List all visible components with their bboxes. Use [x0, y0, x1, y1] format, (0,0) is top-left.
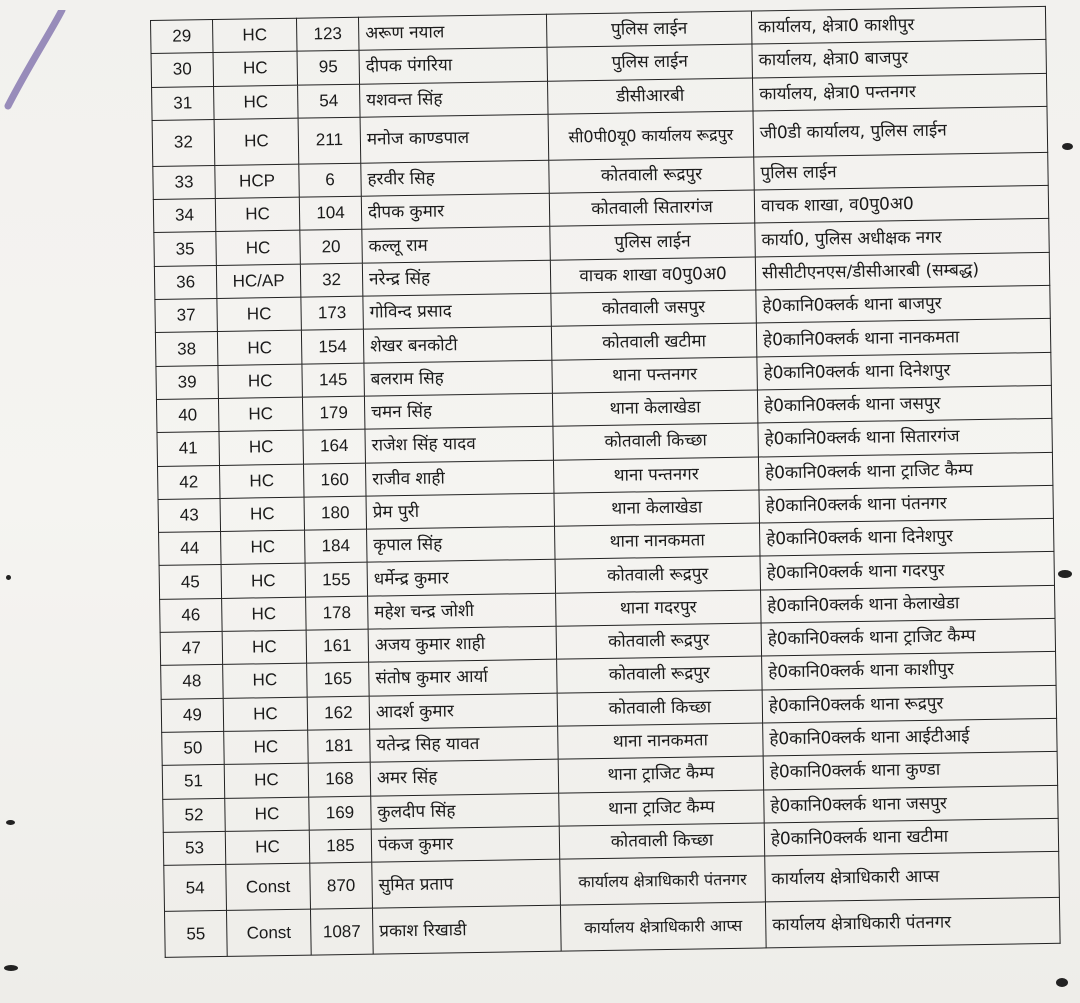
- rank-cell: HC: [224, 730, 309, 765]
- margin-dot: [4, 965, 18, 971]
- badge-number-cell: 180: [304, 496, 367, 530]
- current-posting-cell: थाना गदरपुर: [556, 590, 761, 627]
- serial-number-cell: 29: [151, 20, 214, 54]
- new-posting-cell: हे0कानि0क्लर्क थाना दिनेशपुर: [759, 519, 1053, 557]
- employee-name-cell: कुलदीप सिंह: [371, 793, 559, 829]
- margin-dot: [6, 575, 11, 580]
- rank-cell: HC: [213, 18, 298, 53]
- new-posting-cell: सीसीटीएनएस/डीसीआरबी (सम्बद्ध): [755, 252, 1049, 290]
- serial-number-cell: 49: [161, 698, 224, 732]
- employee-name-cell: अमर सिंह: [370, 759, 558, 795]
- transfer-table-wrapper: [150, 6, 1060, 1000]
- current-posting-cell: पुलिस लाईन: [547, 44, 752, 81]
- current-posting-cell: कोतवाली रूद्रपुर: [557, 656, 762, 693]
- new-posting-cell: कार्यालय, क्षेत्रा0 पन्तनगर: [752, 73, 1046, 111]
- rank-cell: HC: [223, 697, 308, 732]
- current-posting-cell: पुलिस लाईन: [550, 224, 755, 261]
- serial-number-cell: 47: [160, 631, 223, 665]
- new-posting-cell: हे0कानि0क्लर्क थाना आईटीआई: [763, 718, 1057, 756]
- new-posting-cell: हे0कानि0क्लर्क थाना ट्राजिट कैम्प: [758, 452, 1052, 490]
- new-posting-cell: हे0कानि0क्लर्क थाना ट्राजिट कैम्प: [761, 618, 1055, 656]
- serial-number-cell: 45: [159, 565, 222, 599]
- new-posting-cell: कार्यालय क्षेत्राधिकारी पंतनगर: [765, 897, 1060, 948]
- current-posting-cell: सी0पी0यू0 कार्यालय रूद्रपुर: [548, 111, 754, 160]
- rank-cell: HC: [215, 197, 300, 232]
- employee-name-cell: संतोष कुमार आर्या: [369, 660, 557, 696]
- employee-name-cell: हरवीर सिह: [361, 160, 549, 196]
- current-posting-cell: थाना नानकमता: [555, 523, 760, 560]
- badge-number-cell: 1087: [310, 908, 373, 955]
- employee-name-cell: गोविन्द प्रसाद: [363, 293, 551, 329]
- new-posting-cell: कार्यालय, क्षेत्रा0 बाजपुर: [752, 40, 1046, 78]
- badge-number-cell: 165: [307, 662, 370, 696]
- new-posting-cell: हे0कानि0क्लर्क थाना नानकमता: [756, 319, 1050, 357]
- employee-name-cell: कल्लू राम: [362, 227, 550, 263]
- rank-cell: HC: [214, 85, 299, 120]
- margin-dot: [1058, 570, 1072, 578]
- rank-cell: HC: [221, 530, 306, 565]
- serial-number-cell: 32: [152, 119, 215, 166]
- pen-stroke-mark: [0, 10, 74, 110]
- current-posting-cell: वाचक शाखा व0पु0अ0: [550, 257, 755, 294]
- new-posting-cell: हे0कानि0क्लर्क थाना जसपुर: [757, 385, 1051, 423]
- new-posting-cell: हे0कानि0क्लर्क थाना सितारगंज: [758, 419, 1052, 457]
- rank-cell: HC: [219, 464, 304, 499]
- current-posting-cell: थाना ट्राजिट कैम्प: [558, 756, 763, 793]
- employee-name-cell: शेखर बनकोटी: [363, 327, 551, 363]
- transfer-table: [150, 6, 1061, 958]
- new-posting-cell: कार्या0, पुलिस अधीक्षक नगर: [755, 219, 1049, 257]
- rank-cell: HC: [214, 118, 299, 165]
- serial-number-cell: 31: [152, 86, 215, 120]
- new-posting-cell: हे0कानि0क्लर्क थाना बाजपुर: [756, 285, 1050, 323]
- new-posting-cell: वाचक शाखा, व0पु0अ0: [754, 186, 1048, 224]
- employee-name-cell: दीपक पंगरिया: [359, 48, 547, 84]
- rank-cell: HC: [224, 763, 309, 798]
- employee-name-cell: चमन सिंह: [364, 393, 552, 429]
- serial-number-cell: 44: [159, 532, 222, 566]
- new-posting-cell: हे0कानि0क्लर्क थाना जसपुर: [764, 785, 1058, 823]
- employee-name-cell: बलराम सिह: [364, 360, 552, 396]
- current-posting-cell: डीसीआरबी: [548, 78, 753, 115]
- rank-cell: HC: [216, 231, 301, 266]
- current-posting-cell: पुलिस लाईन: [546, 11, 751, 48]
- serial-number-cell: 35: [154, 232, 217, 266]
- margin-dot: [1056, 978, 1068, 987]
- employee-name-cell: प्रेम पुरी: [366, 493, 554, 529]
- employee-name-cell: कृपाल सिंह: [367, 526, 555, 562]
- badge-number-cell: 178: [306, 596, 369, 630]
- current-posting-cell: कोतवाली रूद्रपुर: [549, 157, 754, 194]
- serial-number-cell: 41: [157, 432, 220, 466]
- current-posting-cell: कोतवाली किच्छा: [559, 823, 764, 860]
- new-posting-cell: हे0कानि0क्लर्क थाना काशीपुर: [762, 652, 1056, 690]
- employee-name-cell: महेश चन्द्र जोशी: [368, 593, 556, 629]
- serial-number-cell: 30: [151, 53, 214, 87]
- employee-name-cell: राजेश सिंह यादव: [365, 426, 553, 462]
- badge-number-cell: 154: [301, 330, 364, 364]
- new-posting-cell: पुलिस लाईन: [754, 152, 1048, 190]
- badge-number-cell: 164: [303, 429, 366, 463]
- serial-number-cell: 48: [161, 665, 224, 699]
- current-posting-cell: थाना केलाखेडा: [554, 490, 759, 527]
- employee-name-cell: यतेन्द्र सिह यावत: [370, 726, 558, 762]
- employee-name-cell: सुमित प्रताप: [372, 859, 561, 908]
- rank-cell: HC: [225, 797, 310, 832]
- badge-number-cell: 211: [298, 117, 361, 164]
- employee-name-cell: नरेन्द्र सिंह: [362, 260, 550, 296]
- current-posting-cell: कोतवाली खटीमा: [551, 323, 756, 360]
- badge-number-cell: 179: [302, 396, 365, 430]
- current-posting-cell: कोतवाली सितारगंज: [549, 190, 754, 227]
- badge-number-cell: 20: [300, 230, 363, 264]
- current-posting-cell: कोतवाली रूद्रपुर: [555, 556, 760, 593]
- serial-number-cell: 37: [155, 299, 218, 333]
- badge-number-cell: 160: [303, 463, 366, 497]
- current-posting-cell: थाना केलाखेडा: [552, 390, 757, 427]
- rank-cell: HC: [217, 331, 302, 366]
- rank-cell: Const: [226, 863, 311, 910]
- badge-number-cell: 181: [308, 729, 371, 763]
- serial-number-cell: 53: [163, 831, 226, 865]
- badge-number-cell: 173: [301, 296, 364, 330]
- new-posting-cell: हे0कानि0क्लर्क थाना दिनेशपुर: [757, 352, 1051, 390]
- employee-name-cell: पंकज कुमार: [371, 826, 559, 862]
- margin-dot: [1062, 143, 1073, 150]
- new-posting-cell: कार्यालय, क्षेत्रा0 काशीपुर: [751, 6, 1045, 44]
- serial-number-cell: 38: [155, 332, 218, 366]
- badge-number-cell: 123: [296, 17, 359, 51]
- serial-number-cell: 50: [162, 731, 225, 765]
- serial-number-cell: 55: [165, 911, 228, 958]
- rank-cell: HC: [218, 397, 303, 432]
- badge-number-cell: 162: [307, 696, 370, 730]
- serial-number-cell: 40: [156, 398, 219, 432]
- badge-number-cell: 184: [305, 529, 368, 563]
- current-posting-cell: कोतवाली रूद्रपुर: [556, 623, 761, 660]
- serial-number-cell: 33: [153, 165, 216, 199]
- badge-number-cell: 168: [308, 762, 371, 796]
- badge-number-cell: 870: [310, 862, 373, 909]
- badge-number-cell: 95: [297, 51, 360, 85]
- current-posting-cell: कोतवाली जसपुर: [551, 290, 756, 327]
- new-posting-cell: हे0कानि0क्लर्क थाना कुण्डा: [763, 752, 1057, 790]
- rank-cell: HC: [225, 830, 310, 865]
- current-posting-cell: कार्यालय क्षेत्राधिकारी आप्स: [560, 902, 766, 951]
- current-posting-cell: थाना ट्राजिट कैम्प: [559, 789, 764, 826]
- rank-cell: HC: [217, 297, 302, 332]
- new-posting-cell: हे0कानि0क्लर्क थाना रूद्रपुर: [762, 685, 1056, 723]
- new-posting-cell: जी0डी कार्यालय, पुलिस लाईन: [753, 106, 1048, 157]
- employee-name-cell: राजीव शाही: [365, 460, 553, 496]
- employee-name-cell: अरूण नयाल: [358, 14, 546, 50]
- employee-name-cell: दीपक कुमार: [361, 193, 549, 229]
- rank-cell: HC/AP: [216, 264, 301, 299]
- badge-number-cell: 185: [309, 829, 372, 863]
- serial-number-cell: 51: [162, 765, 225, 799]
- badge-number-cell: 161: [306, 629, 369, 663]
- current-posting-cell: थाना पन्तनगर: [553, 457, 758, 494]
- rank-cell: HC: [222, 597, 307, 632]
- transfer-table-body: [151, 6, 1061, 957]
- serial-number-cell: 43: [158, 498, 221, 532]
- serial-number-cell: 34: [153, 199, 216, 233]
- employee-name-cell: मनोज काण्डपाल: [360, 114, 549, 163]
- employee-name-cell: यशवन्त सिंह: [360, 81, 548, 117]
- badge-number-cell: 169: [309, 796, 372, 830]
- rank-cell: HCP: [215, 164, 300, 199]
- serial-number-cell: 46: [160, 598, 223, 632]
- new-posting-cell: हे0कानि0क्लर्क थाना खटीमा: [764, 818, 1058, 856]
- employee-name-cell: अजय कुमार शाही: [368, 626, 556, 662]
- serial-number-cell: 52: [163, 798, 226, 832]
- current-posting-cell: थाना पन्तनगर: [552, 357, 757, 394]
- rank-cell: HC: [220, 497, 305, 532]
- employee-name-cell: प्रकाश रिखाडी: [372, 905, 561, 954]
- current-posting-cell: कार्यालय क्षेत्राधिकारी पंतनगर: [560, 856, 766, 905]
- badge-number-cell: 104: [299, 196, 362, 230]
- rank-cell: HC: [221, 564, 306, 599]
- new-posting-cell: हे0कानि0क्लर्क थाना पंतनगर: [759, 485, 1053, 523]
- serial-number-cell: 36: [154, 265, 217, 299]
- rank-cell: HC: [218, 364, 303, 399]
- new-posting-cell: हे0कानि0क्लर्क थाना गदरपुर: [760, 552, 1054, 590]
- margin-dot: [6, 820, 15, 825]
- rank-cell: HC: [213, 51, 298, 86]
- current-posting-cell: थाना नानकमता: [558, 723, 763, 760]
- current-posting-cell: कोतवाली किच्छा: [557, 690, 762, 727]
- rank-cell: HC: [223, 663, 308, 698]
- badge-number-cell: 6: [299, 163, 362, 197]
- badge-number-cell: 155: [305, 563, 368, 597]
- badge-number-cell: 32: [300, 263, 363, 297]
- badge-number-cell: 145: [302, 363, 365, 397]
- new-posting-cell: कार्यालय क्षेत्राधिकारी आप्स: [765, 851, 1060, 902]
- rank-cell: HC: [222, 630, 307, 665]
- rank-cell: HC: [219, 430, 304, 465]
- rank-cell: Const: [226, 909, 311, 956]
- current-posting-cell: कोतवाली किच्छा: [553, 423, 758, 460]
- new-posting-cell: हे0कानि0क्लर्क थाना केलाखेडा: [761, 585, 1055, 623]
- serial-number-cell: 39: [156, 365, 219, 399]
- serial-number-cell: 42: [158, 465, 221, 499]
- badge-number-cell: 54: [298, 84, 361, 118]
- serial-number-cell: 54: [164, 865, 227, 912]
- employee-name-cell: आदर्श कुमार: [369, 693, 557, 729]
- employee-name-cell: धर्मेन्द्र कुमार: [367, 560, 555, 596]
